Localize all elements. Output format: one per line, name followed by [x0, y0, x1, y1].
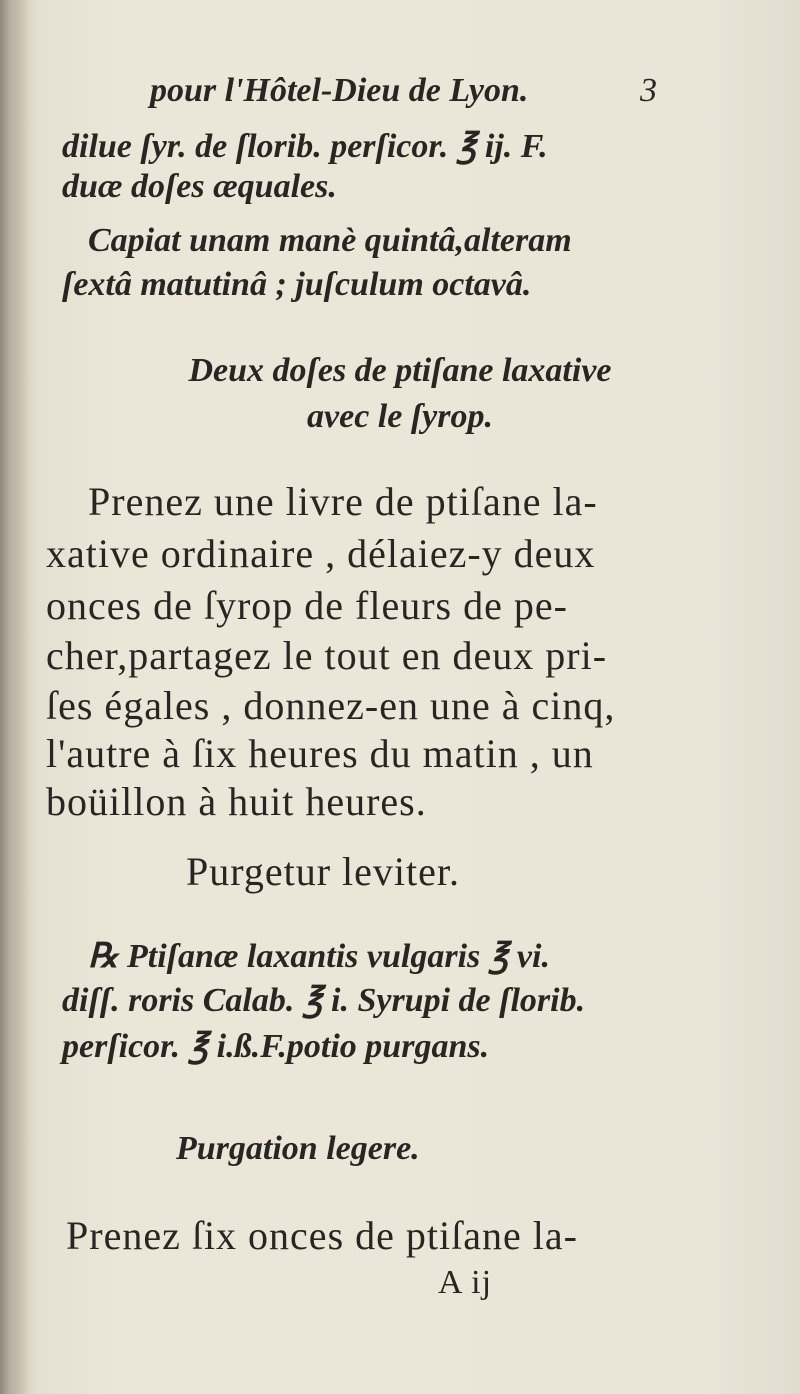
body-line: Prenez une livre de ptiſane la- [88, 479, 598, 524]
body-line: l'autre à ſix heures du matin , un [46, 731, 594, 776]
latin-heading: Purgetur leviter. [186, 849, 460, 894]
recipe-line: duæ doſes æquales. [62, 168, 337, 205]
prescription-line: diſſ. roris Calab. ℥ i. Syrupi de ſlorib. [62, 982, 586, 1019]
recipe-line: ſextâ matutinâ ; juſculum octavâ. [62, 266, 532, 303]
body-line: cher,partagez le tout en deux pri- [46, 633, 608, 678]
section-title: Purgation legere. [176, 1130, 420, 1167]
running-title: pour l'Hôtel-Dieu de Lyon. [150, 72, 529, 109]
body-line: Prenez ſix onces de ptiſane la- [66, 1213, 578, 1258]
prescription-line: perſicor. ℥ i.ß.F.potio purgans. [62, 1028, 490, 1065]
body-line: onces de ſyrop de fleurs de pe- [46, 583, 568, 628]
prescription-line: ℞ Ptiſanæ laxantis vulgaris ℥ vi. [88, 938, 550, 975]
gutter-shadow [0, 0, 30, 1394]
body-line: ſes égales , donnez-en une à cinq, [46, 683, 616, 728]
body-line: boüillon à huit heures. [46, 779, 427, 824]
recipe-line: Capiat unam manè quintâ,alteram [88, 222, 572, 259]
section-title: Deux doſes de ptiſane laxative [188, 352, 612, 389]
body-line: xative ordinaire , délaiez-y deux [46, 531, 596, 576]
page-number: 3 [640, 72, 657, 109]
recipe-line: dilue ſyr. de ſlorib. perſicor. ℥ ij. F. [62, 128, 548, 165]
section-title: avec le ſyrop. [307, 398, 493, 435]
signature-mark: A ij [438, 1264, 493, 1301]
